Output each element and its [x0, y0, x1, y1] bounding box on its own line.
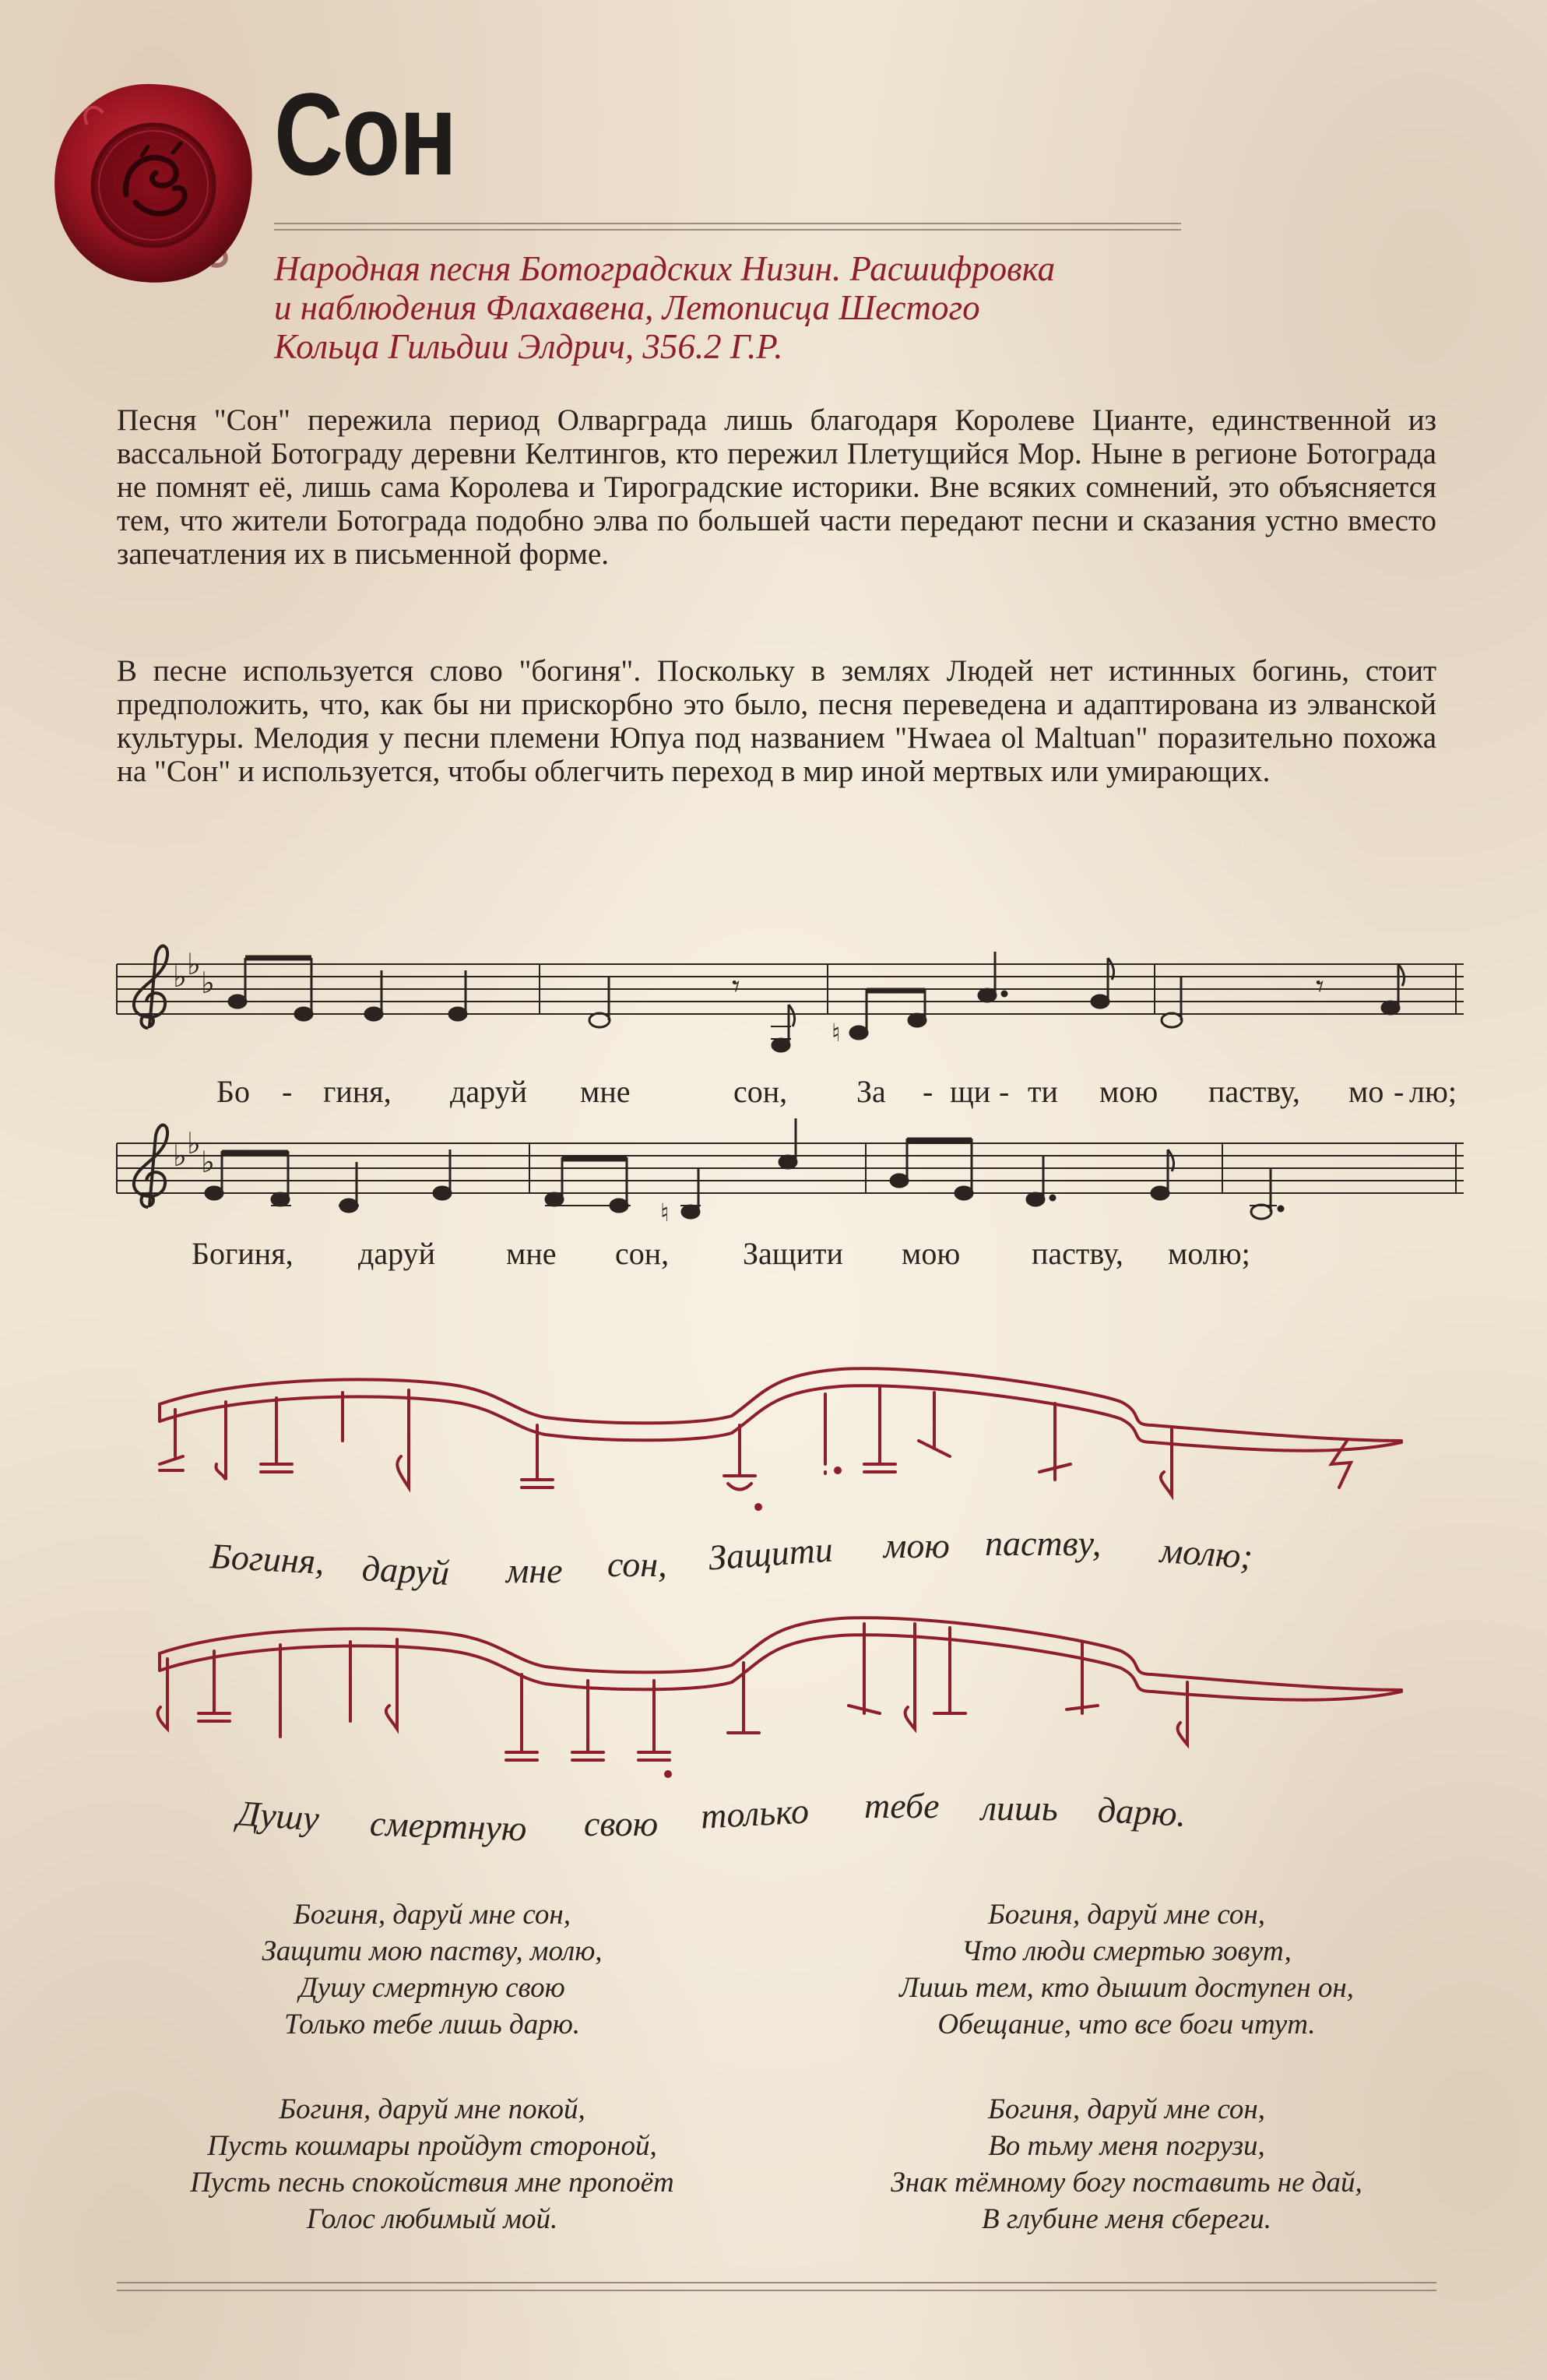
notation-lyric: смертную — [369, 1803, 528, 1849]
verse-line: Пусть кошмары пройдут стороной, — [207, 2130, 657, 2162]
verse-line: Только тебе лишь дарю. — [283, 2009, 581, 2040]
verse-line: Лишь тем, кто дышит доступен он, — [899, 1972, 1354, 2004]
lyric-word: молю; — [1168, 1236, 1250, 1271]
lyric-word: даруй — [358, 1236, 435, 1271]
notation-lyric: только — [699, 1790, 810, 1836]
verse-line: Что люди смертью зовут, — [962, 1935, 1292, 1967]
lyric-syllable: - — [282, 1074, 293, 1109]
lyric-syllable: ти — [1028, 1074, 1058, 1109]
lyric-syllable: мо — [1348, 1074, 1384, 1109]
notation-lyric: мою — [884, 1526, 950, 1565]
flat-icon: ♭ — [173, 1139, 187, 1173]
lyric-syllable: лю; — [1409, 1074, 1457, 1109]
lyric-word: паству, — [1032, 1236, 1123, 1271]
body-paragraph: Песня "Сон" пережила период Олварграда лишь благодаря Королеве Цианте, единственной из вассальной Ботограду деревни Келтингов, кто пережил Плетущийся Мор. Ныне в регионе Ботограда не помнят её, лишь сама Королева и Тироградские историки. Вне всяких сомнений, это объясняется тем, что жители Ботограда подобно элва по большей части передают песни и сказания устно вместо запечатления их в письменной форме. — [117, 403, 1436, 571]
flat-icon: ♭ — [201, 966, 215, 1000]
notation-band — [160, 1368, 1401, 1441]
lyric-syllable: - — [999, 1074, 1010, 1109]
lyric-syllable: Бо — [216, 1074, 250, 1109]
lyric-syllable: мою — [1099, 1074, 1158, 1109]
verse-line: В глубине меня сбереги. — [982, 2203, 1271, 2235]
body-paragraph: В песне используется слово "богиня". Поскольку в землях Людей нет истинных богинь, стоит предположить, что, как бы ни прискорбно это было, песня переведена и адаптирована из элванской культуры. Мелодия у песни племени Юпуа под названием "Hwaea ol Maltuan" поразительно похожа на "Сон" и используется, чтобы облегчить переход в мир иной мертвых или умирающих. — [117, 654, 1436, 788]
verse-column-right — [776, 1896, 1477, 2237]
verse-line: Защити мою паству, молю, — [262, 1935, 603, 1967]
flat-icon: ♭ — [187, 1126, 201, 1160]
notation-lyric: Богиня, — [209, 1536, 326, 1582]
verse-line: Голос любимый мой. — [306, 2203, 558, 2235]
notation-lyric: свою — [584, 1804, 659, 1843]
lyric-syllable: щи — [950, 1074, 991, 1109]
lyric-syllable: паству, — [1208, 1074, 1300, 1109]
subtitle-line: Кольца Гильдии Элдрич, 356.2 Г.Р. — [274, 327, 783, 366]
verse-line: Во тьму меня погрузи, — [988, 2130, 1265, 2162]
verse-line: Обещание, что все боги чтут. — [937, 2009, 1316, 2040]
notation-lyric: молю; — [1158, 1530, 1254, 1577]
verse-line: Пусть песнь спокойствия мне пропоёт — [190, 2167, 674, 2199]
lyric-syllable: гиня, — [323, 1074, 392, 1109]
verse-line: Богиня, даруй мне сон, — [988, 1899, 1265, 1931]
notation-lyric: тебе — [864, 1786, 940, 1825]
lyric-syllable: даруй — [450, 1074, 527, 1109]
notation-lyric: дарю. — [1096, 1790, 1187, 1834]
lyric-word: мою — [902, 1236, 961, 1271]
lyric-word: мне — [506, 1236, 557, 1271]
svg-text:♮: ♮ — [660, 1199, 670, 1227]
footer-divider — [117, 2282, 1436, 2283]
flat-icon: ♭ — [201, 1145, 215, 1179]
verse-line: Богиня, даруй мне покой, — [279, 2093, 585, 2125]
notation-lyric: Защити — [707, 1529, 835, 1578]
rest-icon: 𝄾 — [732, 969, 740, 1004]
notation-lyric: сон, — [607, 1544, 667, 1584]
verse-line: Богиня, даруй мне сон, — [294, 1899, 571, 1931]
lyric-syllable: сон, — [733, 1074, 788, 1109]
notation-lyric: даруй — [360, 1548, 451, 1593]
lyric-syllable: - — [1394, 1074, 1405, 1109]
lyric-word: сон, — [615, 1236, 670, 1271]
verse-line: Душу смертную свою — [299, 1972, 565, 2004]
notation-lyric: паству, — [985, 1523, 1102, 1563]
notation-lyric: Душу — [236, 1793, 321, 1839]
footer-divider — [117, 2290, 1436, 2291]
verse-column-left — [82, 1896, 782, 2237]
notation-lyric: лишь — [981, 1788, 1058, 1828]
notation-lyric: мне — [506, 1551, 563, 1590]
lyric-syllable: мне — [580, 1074, 631, 1109]
page-title: Сон — [274, 69, 456, 199]
lyric-word: Богиня, — [192, 1236, 294, 1271]
svg-text:♮: ♮ — [832, 1019, 841, 1047]
subtitle-line: и наблюдения Флахавена, Летописца Шестого — [274, 288, 980, 327]
verse-line: Знак тёмному богу поставить не дай, — [891, 2167, 1362, 2199]
lyric-syllable: - — [923, 1074, 933, 1109]
lyric-syllable: За — [856, 1074, 886, 1109]
verse-line: Богиня, даруй мне сон, — [988, 2093, 1265, 2125]
rest-icon: 𝄾 — [1316, 969, 1324, 1004]
flat-icon: ♭ — [187, 947, 201, 981]
flat-icon: ♭ — [173, 959, 187, 994]
notation-band — [160, 1618, 1401, 1690]
lyric-word: Защити — [743, 1236, 843, 1271]
subtitle-line: Народная песня Ботоградских Низин. Расшифровка — [274, 249, 1056, 288]
